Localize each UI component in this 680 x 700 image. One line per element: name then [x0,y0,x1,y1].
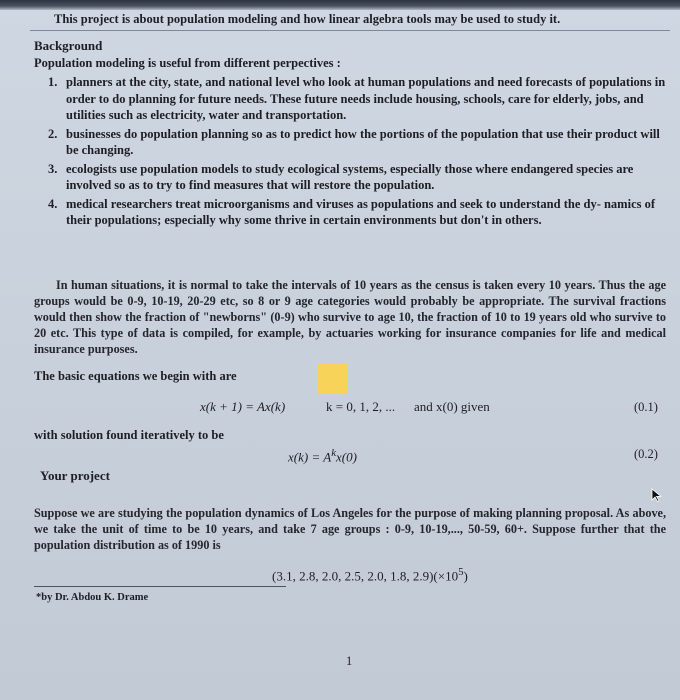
equation-2-text: x(k) = A [288,449,332,465]
top-shadow-band [0,0,680,10]
with-solution-label: with solution found iteratively to be [34,428,224,442]
item-number: 4. [48,196,58,211]
vector-close: ) [463,568,468,584]
highlight-marker [318,364,348,394]
census-paragraph [34,277,666,357]
background-heading: Background [34,38,103,53]
equation-1-condition: and x(0) given [414,399,490,414]
item-text: ecologists use population models to study ecological systems, especially those where endangered species are involved so as to try to find measures that will restore the population. [66,161,634,192]
cursor-icon [651,488,663,502]
list-item [34,196,666,229]
project-heading: Your project [40,468,110,483]
basic-equations-label: The basic equations we begin with are [34,369,237,383]
item-number: 1. [48,75,58,89]
vector-exponent: 5 [458,566,464,578]
list-item [34,74,666,124]
equation-1-label: (0.1) [634,400,658,414]
item-text: planners at the city, state, and national level who look at human populations and need forecasts of populations in order to do planning for future needs. These future needs include housing, schools, care for elderly, jobs, and utilities such as electricity, water and transportation. [66,75,666,122]
footnote-divider [34,586,286,587]
equation-2-label: (0.2) [634,447,658,461]
perspectives-list [34,74,666,231]
list-item [34,161,666,194]
background-lead: Population modeling is useful from different perpectives : [34,56,341,70]
page-number: 1 [346,654,353,668]
equation-2-sup: k [331,447,336,459]
top-divider [30,30,670,31]
item-number: 3. [48,161,58,176]
census-text: In human situations, it is normal to take the intervals of 10 years as the census is taken every 10 years. Thus the age groups would be 0-9, 10-19, 20-29 etc, so 8 or 9 age categories would probably be appropriate. The survival fractions would then show the fraction of "newborns" (0-9) who survive to age 10, the fraction of 10 to 19 years old who survive to 20 etc. This type of data is compiled, for example, by actuaries working for insurance companies for life and medical insurance purposes. [34,278,666,356]
item-text: medical researchers treat microorganisms and viruses as populations and seek to understand the dy- namics of their populations; especially why some thrive in certain environments but don't in others. [66,196,656,227]
vector-values: (3.1, 2.8, 2.0, 2.5, 2.0, 1.8, 2.9)(×10 [272,568,459,584]
item-text: businesses do population planning so as to predict how the portions of the population that use their product will be changing. [66,126,660,157]
equation-1: x(k + 1) = Ax(k) [200,399,286,414]
equation-1-range: k = 0, 1, 2, ... [326,399,396,414]
item-number: 2. [48,126,58,141]
intro-line: This project is about population modeling and how linear algebra tools may be used to study it. [54,12,561,26]
project-text: Suppose we are studying the population dynamics of Los Angeles for the purpose of making planning proposal. As above, we take the unit of time to be 10 years, and take 7 age groups : 0-9, 10-19,..., 50-59, 60+. Suppose further that the population distribution as of 1990 is [34,506,666,552]
equation-2-rest: x(0) [336,449,357,465]
population-vector [272,566,468,584]
footnote: *by Dr. Abdou K. Drame [36,592,149,603]
equation-2 [288,447,357,465]
list-item [34,126,666,159]
